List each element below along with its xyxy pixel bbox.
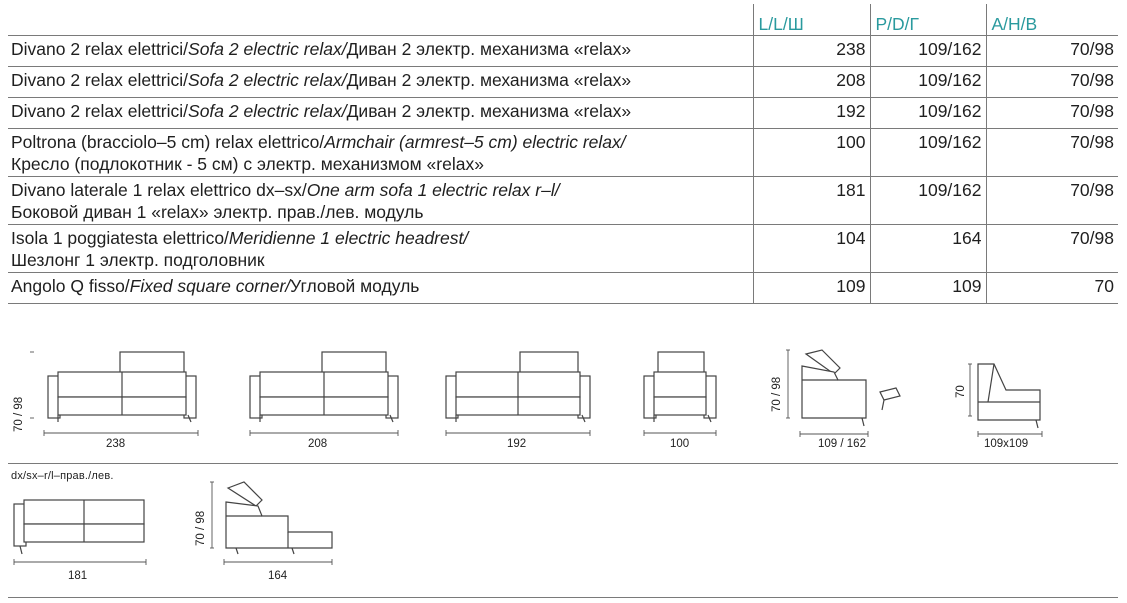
row-description: Divano 2 relax elettrici/Sofa 2 electric relax/Диван 2 электр. механизма «relax» bbox=[8, 67, 753, 98]
depth-label: 164 bbox=[268, 570, 288, 582]
section-divider bbox=[8, 463, 1118, 464]
row-length: 109 bbox=[753, 273, 870, 304]
row-length: 238 bbox=[753, 36, 870, 67]
table-row bbox=[8, 273, 1118, 304]
row-description: Poltrona (bracciolo–5 cm) relax elettrico/Armchair (armrest–5 cm) electric relax/ Кресло (подлокотник - 5 см) с электр. механизмом «relax» bbox=[8, 129, 753, 177]
height-label: 70 bbox=[955, 385, 967, 398]
size-label: 109x109 bbox=[984, 438, 1029, 450]
row-length: 181 bbox=[753, 177, 870, 225]
table-row bbox=[8, 177, 1118, 225]
table-row bbox=[8, 98, 1118, 129]
table-header-row bbox=[8, 4, 1118, 36]
row-depth: 164 bbox=[870, 225, 986, 273]
product-spec-sheet bbox=[8, 4, 1118, 600]
row-depth: 109 bbox=[870, 273, 986, 304]
row-height: 70/98 bbox=[986, 98, 1118, 129]
row-description: Divano 2 relax elettrici/Sofa 2 electric relax/Диван 2 электр. механизма «relax» bbox=[8, 36, 753, 67]
header-length: L/L/Ш bbox=[753, 4, 870, 36]
depth-label: 109 / 162 bbox=[818, 438, 866, 450]
armchair-100-drawing bbox=[636, 344, 736, 454]
row-height: 70/98 bbox=[986, 225, 1118, 273]
header-height: A/H/B bbox=[986, 4, 1118, 36]
dimensions-table bbox=[8, 4, 1118, 304]
row-length: 192 bbox=[753, 98, 870, 129]
width-label: 238 bbox=[106, 438, 126, 450]
height-label: 70 / 98 bbox=[13, 396, 25, 432]
row-length: 208 bbox=[753, 67, 870, 98]
sofa-208-drawing bbox=[242, 344, 412, 454]
sofa-192-drawing bbox=[438, 344, 608, 454]
row-description: Isola 1 poggiatesta elettrico/Meridienne 1 electric headrest/ Шезлонг 1 электр. подголовник bbox=[8, 225, 753, 273]
row-height: 70 bbox=[986, 273, 1118, 304]
bottom-rule bbox=[8, 597, 1118, 598]
row-description: Angolo Q fisso/Fixed square corner/Угловой модуль bbox=[8, 273, 753, 304]
row-depth: 109/162 bbox=[870, 177, 986, 225]
height-label: 70 / 98 bbox=[771, 376, 783, 412]
table-row bbox=[8, 129, 1118, 177]
row-height: 70/98 bbox=[986, 67, 1118, 98]
sofa-238-drawing bbox=[8, 344, 208, 454]
row-height: 70/98 bbox=[986, 36, 1118, 67]
row-description: Divano 2 relax elettrici/Sofa 2 electric relax/Диван 2 электр. механизма «relax» bbox=[8, 98, 753, 129]
row-height: 70/98 bbox=[986, 129, 1118, 177]
row-depth: 109/162 bbox=[870, 36, 986, 67]
meridienne-side-drawing bbox=[188, 474, 338, 586]
header-blank bbox=[8, 4, 753, 36]
row-depth: 109/162 bbox=[870, 98, 986, 129]
corner-module-drawing bbox=[938, 344, 1068, 454]
table-row bbox=[8, 225, 1118, 273]
width-label: 208 bbox=[308, 438, 328, 450]
row-height: 70/98 bbox=[986, 177, 1118, 225]
height-label: 70 / 98 bbox=[195, 510, 207, 546]
table-row bbox=[8, 36, 1118, 67]
one-arm-sofa-drawing bbox=[8, 486, 148, 586]
row-length: 100 bbox=[753, 129, 870, 177]
recliner-side-drawing bbox=[762, 344, 912, 454]
width-label: 192 bbox=[507, 438, 527, 450]
row-depth: 109/162 bbox=[870, 129, 986, 177]
header-depth: P/D/Г bbox=[870, 4, 986, 36]
row-length: 104 bbox=[753, 225, 870, 273]
width-label: 100 bbox=[670, 438, 690, 450]
width-label: 181 bbox=[68, 570, 88, 582]
side-note: dx/sx–r/l–прав./лев. bbox=[11, 470, 114, 482]
row-description: Divano laterale 1 relax elettrico dx–sx/One arm sofa 1 electric relax r–l/ Боковой диван 1 «relax» электр. прав./лев. модуль bbox=[8, 177, 753, 225]
table-row bbox=[8, 67, 1118, 98]
row-depth: 109/162 bbox=[870, 67, 986, 98]
